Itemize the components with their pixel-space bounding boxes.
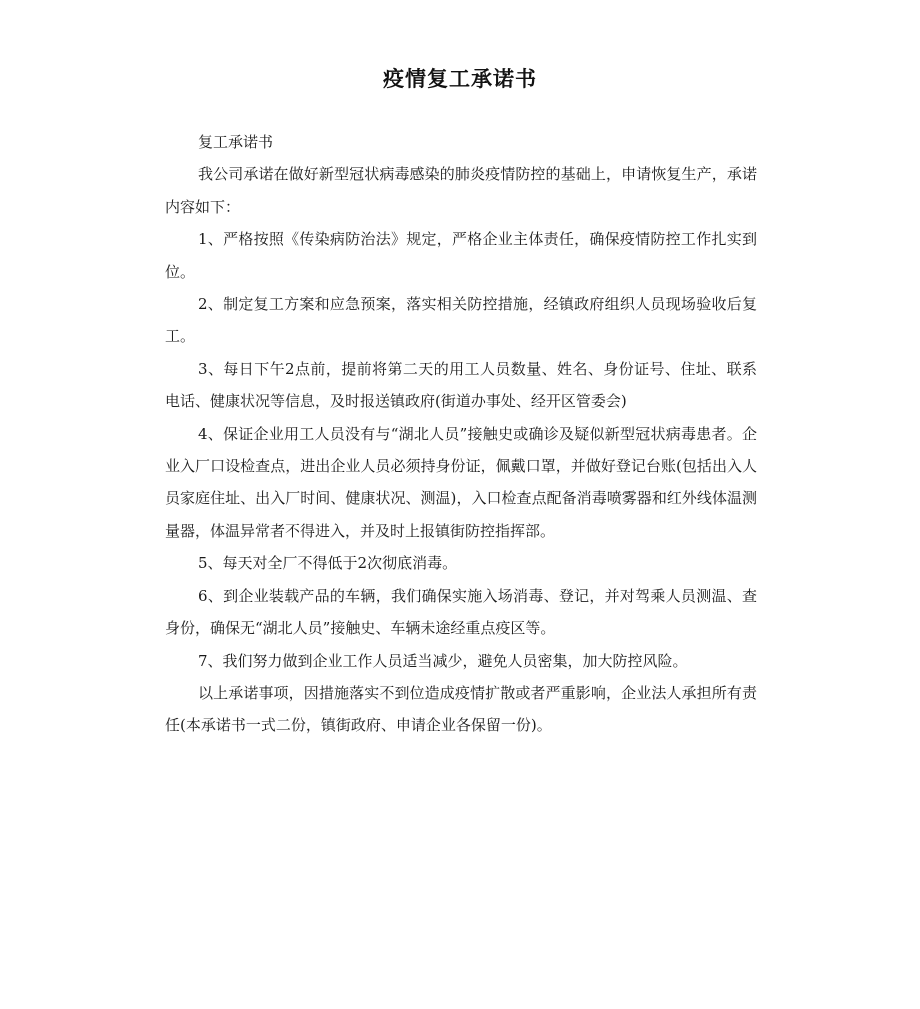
paragraph-closing: 以上承诺事项，因措施落实不到位造成疫情扩散或者严重影响，企业法人承担所有责任(本承诺书一式二份，镇街政府、申请企业各保留一份)。 xyxy=(165,683,757,735)
document-title: 疫情复工承诺书 xyxy=(383,67,537,91)
paragraph-item-7: 7、我们努力做到企业工作人员适当减少，避免人员密集，加大防控风险。 xyxy=(198,651,688,670)
document-body xyxy=(165,126,757,742)
paragraph-item-2: 2、制定复工方案和应急预案，落实相关防控措施，经镇政府组织人员现场验收后复工。 xyxy=(165,295,757,346)
paragraph-item-3: 3、每日下午2点前，提前将第二天的用工人员数量、姓名、身份证号、住址、联系电话、健康状况等信息，及时报送镇政府(街道办事处、经开区管委会) xyxy=(165,359,757,411)
paragraph-item-4: 4、保证企业用工人员没有与“湖北人员”接触史或确诊及疑似新型冠状病毒患者。企业入厂口设检查点，进出企业人员必须持身份证，佩戴口罩，并做好登记台账(包括出入人员家庭住址、出入厂时间、健康状况、测温)，入口检查点配备消毒喷雾器和红外线体温测量器，体温异常者不得进入，并及时上报镇街防控指挥部。 xyxy=(165,424,757,540)
paragraph-item-6: 6、到企业装载产品的车辆，我们确保实施入场消毒、登记，并对驾乘人员测温、查身份，确保无“湖北人员”接触史、车辆未途经重点疫区等。 xyxy=(165,586,757,638)
paragraph-item-1: 1、严格按照《传染病防治法》规定，严格企业主体责任，确保疫情防控工作扎实到位。 xyxy=(165,230,757,281)
paragraph-intro: 我公司承诺在做好新型冠状病毒感染的肺炎疫情防控的基础上，申请恢复生产，承诺内容如下： xyxy=(165,165,757,216)
paragraph-heading: 复工承诺书 xyxy=(198,133,274,151)
paragraph-item-5: 5、每天对全厂不得低于2次彻底消毒。 xyxy=(198,554,458,573)
